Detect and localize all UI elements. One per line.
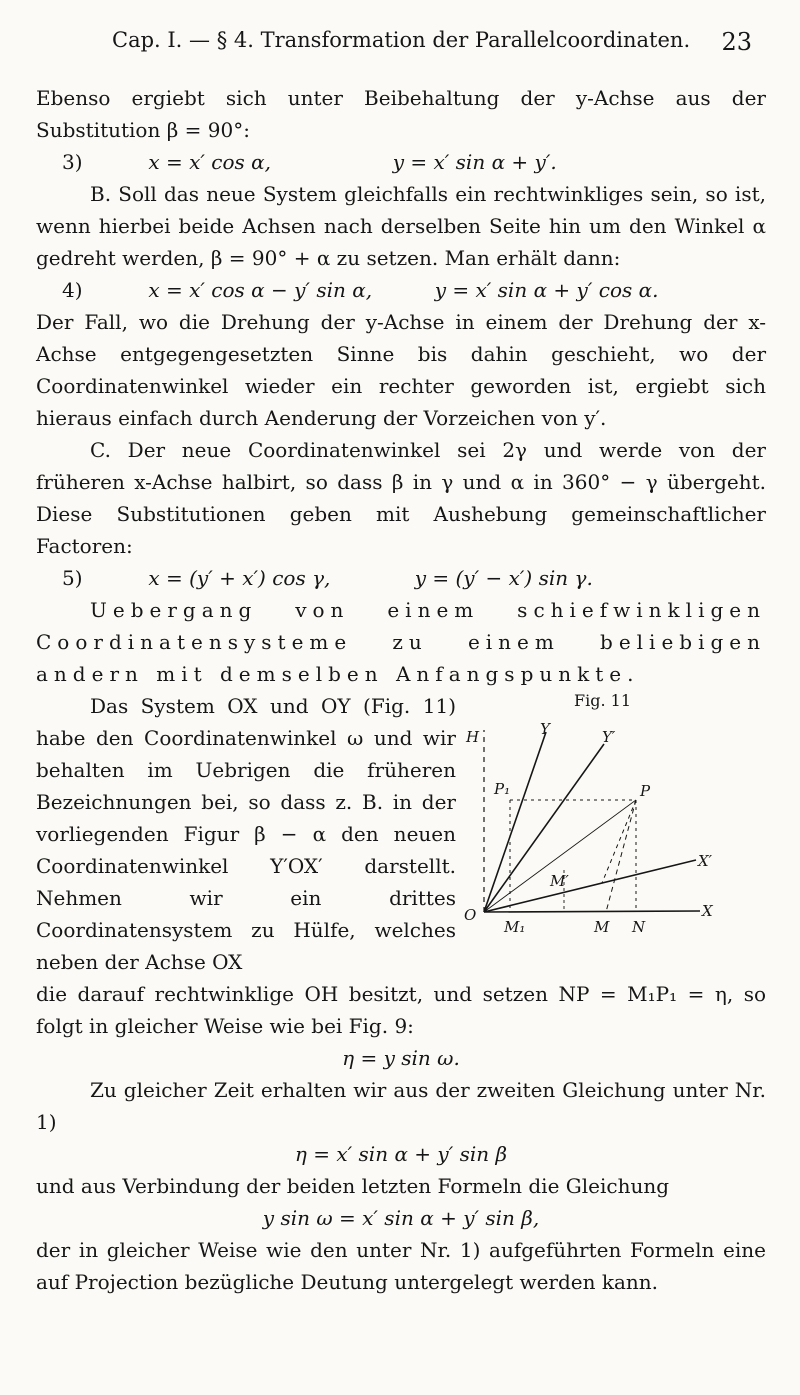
- axis-OX: [484, 911, 700, 912]
- equation-4: [36, 274, 766, 306]
- equation-part-a: x = x′ cos α − y′ sin α,: [148, 278, 373, 302]
- axis-OY: [484, 732, 546, 912]
- figure-11-diagram: [464, 690, 764, 940]
- label-M: M: [594, 918, 610, 936]
- label-O: O: [464, 906, 477, 924]
- paragraph-1: Ebenso ergiebt sich unter Beibehaltung der y-Achse aus der Substitution β = 90°:: [36, 86, 766, 142]
- label-P1: P₁: [494, 780, 511, 798]
- paragraph-6: Zu gleicher Zeit erhalten wir aus der zweiten Gleichung unter Nr. 1): [36, 1078, 766, 1134]
- figure-side-text: [36, 690, 456, 978]
- label-X-prime: X′: [698, 852, 713, 870]
- equation-part-b: y = x′ sin α + y′.: [392, 150, 557, 174]
- running-title: Cap. I. — § 4. Transformation der Parallelcoordinaten.: [112, 28, 691, 52]
- label-P: P: [640, 782, 651, 800]
- equation-number: 3): [62, 150, 83, 174]
- equation-eta-2: η = x′ sin α + y′ sin β: [294, 1142, 508, 1166]
- paragraph-4: C. Der neue Coordinatenwinkel sei 2γ und werde von der früheren x-Achse halbirt, so dass β in γ und α in 360° − γ übergeht. Diese Substitutionen geben mit Aushebung gemeinschaftlicher Factoren:: [36, 438, 766, 558]
- figure-wrap: [36, 690, 766, 978]
- label-X: X: [702, 902, 713, 920]
- figure-caption: Fig. 11: [574, 691, 631, 710]
- equation-number: 5): [62, 566, 83, 590]
- paragraph-8: der in gleicher Weise wie den unter Nr. 1) aufgeführten Formeln eine auf Projection bezügliche Deutung untergelegt werden kann.: [36, 1238, 766, 1294]
- label-H: H: [466, 728, 480, 746]
- page-header: [112, 28, 752, 56]
- label-Y: Y: [540, 720, 550, 738]
- equation-part-a: x = (y′ + x′) cos γ,: [148, 566, 331, 590]
- equation-final: y sin ω = x′ sin α + y′ sin β,: [262, 1206, 540, 1230]
- label-N: N: [632, 918, 646, 936]
- paragraph-3: Der Fall, wo die Drehung der y-Achse in einem der Drehung der x-Achse entgegengesetzten Sinne bis dahin geschieht, wo der Coordinatenwinkel wieder ein rechter geworden ist, ergiebt sich hieraus einfach durch Aenderung der Vorzeichen von y′.: [36, 310, 766, 430]
- page-number: 23: [721, 28, 752, 56]
- page-body: [36, 82, 766, 1298]
- section-heading: Uebergang von einem schiefwinkligen Coordinatensysteme zu einem beliebigen andern mit demselben Anfangspunkte.: [36, 598, 766, 686]
- paragraph-2: B. Soll das neue System gleichfalls ein rechtwinkliges sein, so ist, wenn hierbei beide Achsen nach derselben Seite hin um den Winkel α gedreht werden, β = 90° + α zu setzen. Man erhält dann:: [36, 182, 766, 270]
- equation-5: [36, 562, 766, 594]
- paragraph-5b: die darauf rechtwinklige OH besitzt, und setzen NP = M₁P₁ = η, so folgt in gleicher Weise wie bei Fig. 9:: [36, 982, 766, 1038]
- label-M-prime: M′: [550, 872, 569, 890]
- label-Y-prime: Y′: [602, 728, 616, 746]
- paragraph-5: Das System OX und OY (Fig. 11) habe den Coordinatenwinkel ω und wir behalten im Uebrigen die früheren Bezeichnungen bei, so dass z. B. in der vorliegenden Figur β − α den neuen Coordinatenwinkel Y′OX′ darstellt. Nehmen wir ein drittes Coordinatensystem zu Hülfe, welches neben der Achse OX: [36, 694, 456, 974]
- line-O-P: [484, 800, 636, 912]
- equation-part-b: y = x′ sin α + y′ cos α.: [434, 278, 659, 302]
- equation-3: [36, 146, 766, 178]
- equation-part-a: x = x′ cos α,: [148, 150, 272, 174]
- line-P-M: [606, 800, 636, 912]
- label-M1: M₁: [504, 918, 526, 936]
- paragraph-7: und aus Verbindung der beiden letzten Formeln die Gleichung: [36, 1174, 670, 1198]
- equation-number: 4): [62, 278, 83, 302]
- figure-11: [464, 690, 764, 978]
- equation-part-b: y = (y′ − x′) sin γ.: [414, 566, 593, 590]
- equation-eta: η = y sin ω.: [342, 1046, 460, 1070]
